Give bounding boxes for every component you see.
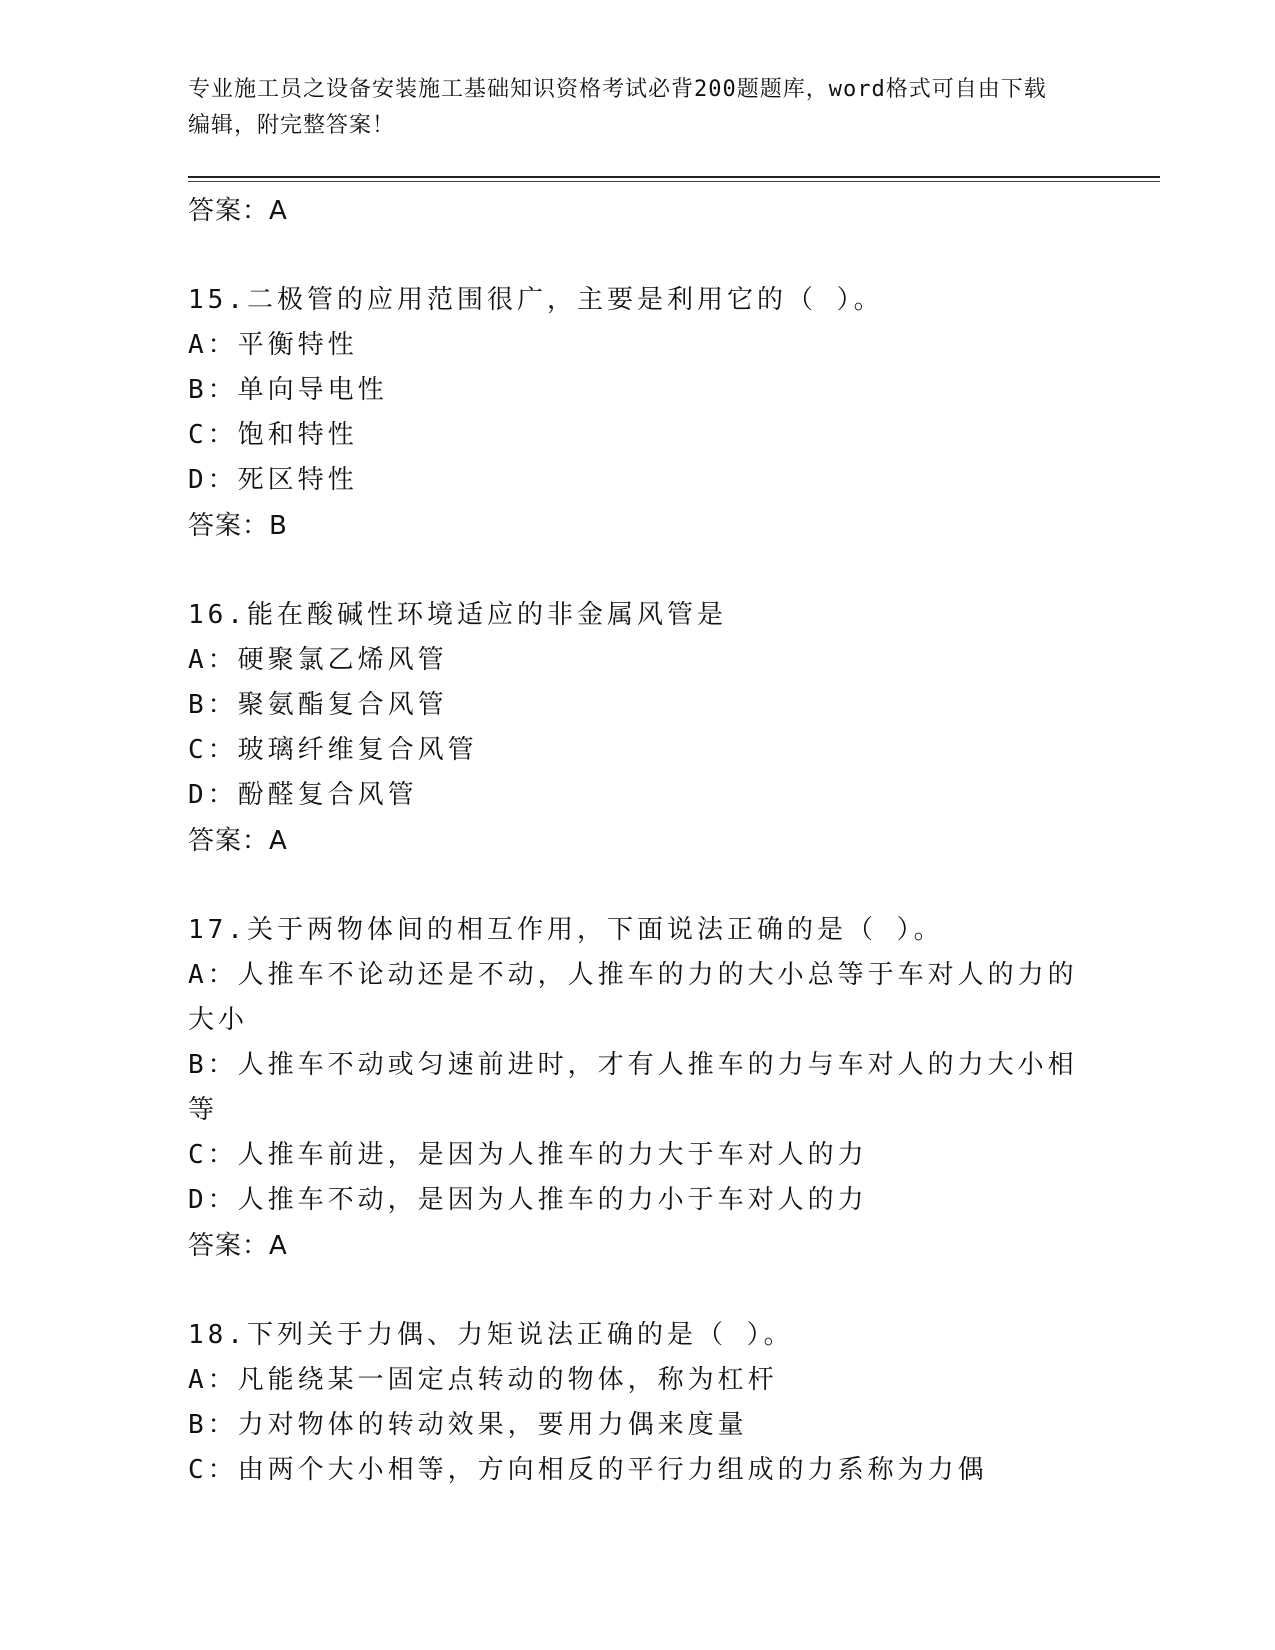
question-stem: 15.二极管的应用范围很广，主要是利用它的（ ）。 — [188, 285, 884, 315]
question-15 — [188, 278, 1088, 549]
question-16 — [188, 593, 1088, 864]
option-a: A：人推车不论动还是不动，人推车的力的大小总等于车对人的力的大小 — [188, 960, 1078, 1035]
option-d: D：酚醛复合风管 — [188, 780, 418, 810]
header-divider-thick — [188, 176, 1160, 178]
option-b: B：人推车不动或匀速前进时，才有人推车的力与车对人的力大小相等 — [188, 1050, 1078, 1125]
option-c: C：人推车前进，是因为人推车的力大于车对人的力 — [188, 1140, 868, 1170]
question-18 — [188, 1313, 1088, 1493]
question-stem: 18.下列关于力偶、力矩说法正确的是（ ）。 — [188, 1320, 794, 1350]
option-c: C：玻璃纤维复合风管 — [188, 735, 478, 765]
option-a: A：硬聚氯乙烯风管 — [188, 645, 448, 675]
option-b: B：力对物体的转动效果，要用力偶来度量 — [188, 1410, 748, 1440]
option-c: C：由两个大小相等，方向相反的平行力组成的力系称为力偶 — [188, 1455, 988, 1485]
answer-line: 答案：A — [188, 826, 288, 856]
document-header — [188, 72, 1068, 144]
question-17 — [188, 908, 1088, 1269]
answer-line: 答案：A — [188, 196, 288, 226]
spacer — [188, 1269, 1088, 1313]
spacer — [188, 864, 1088, 908]
spacer — [188, 549, 1088, 593]
option-c: C：饱和特性 — [188, 420, 358, 450]
option-a: A：凡能绕某一固定点转动的物体，称为杠杆 — [188, 1365, 778, 1395]
question-stem: 17.关于两物体间的相互作用，下面说法正确的是（ ）。 — [188, 915, 944, 945]
spacer — [188, 234, 1088, 278]
option-b: B：聚氨酯复合风管 — [188, 690, 448, 720]
option-b: B：单向导电性 — [188, 375, 388, 405]
answer-line: 答案：B — [188, 511, 288, 541]
header-text: 专业施工员之设备安装施工基础知识资格考试必背200题题库，word格式可自由下载编辑，附完整答案！ — [188, 77, 1047, 138]
header-divider-thin — [188, 181, 1160, 182]
question-list — [188, 188, 1088, 1493]
answer-line: 答案：A — [188, 1231, 288, 1261]
option-a: A：平衡特性 — [188, 330, 358, 360]
question-stem: 16.能在酸碱性环境适应的非金属风管是 — [188, 600, 727, 630]
option-d: D：人推车不动，是因为人推车的力小于车对人的力 — [188, 1185, 868, 1215]
option-d: D：死区特性 — [188, 465, 358, 495]
